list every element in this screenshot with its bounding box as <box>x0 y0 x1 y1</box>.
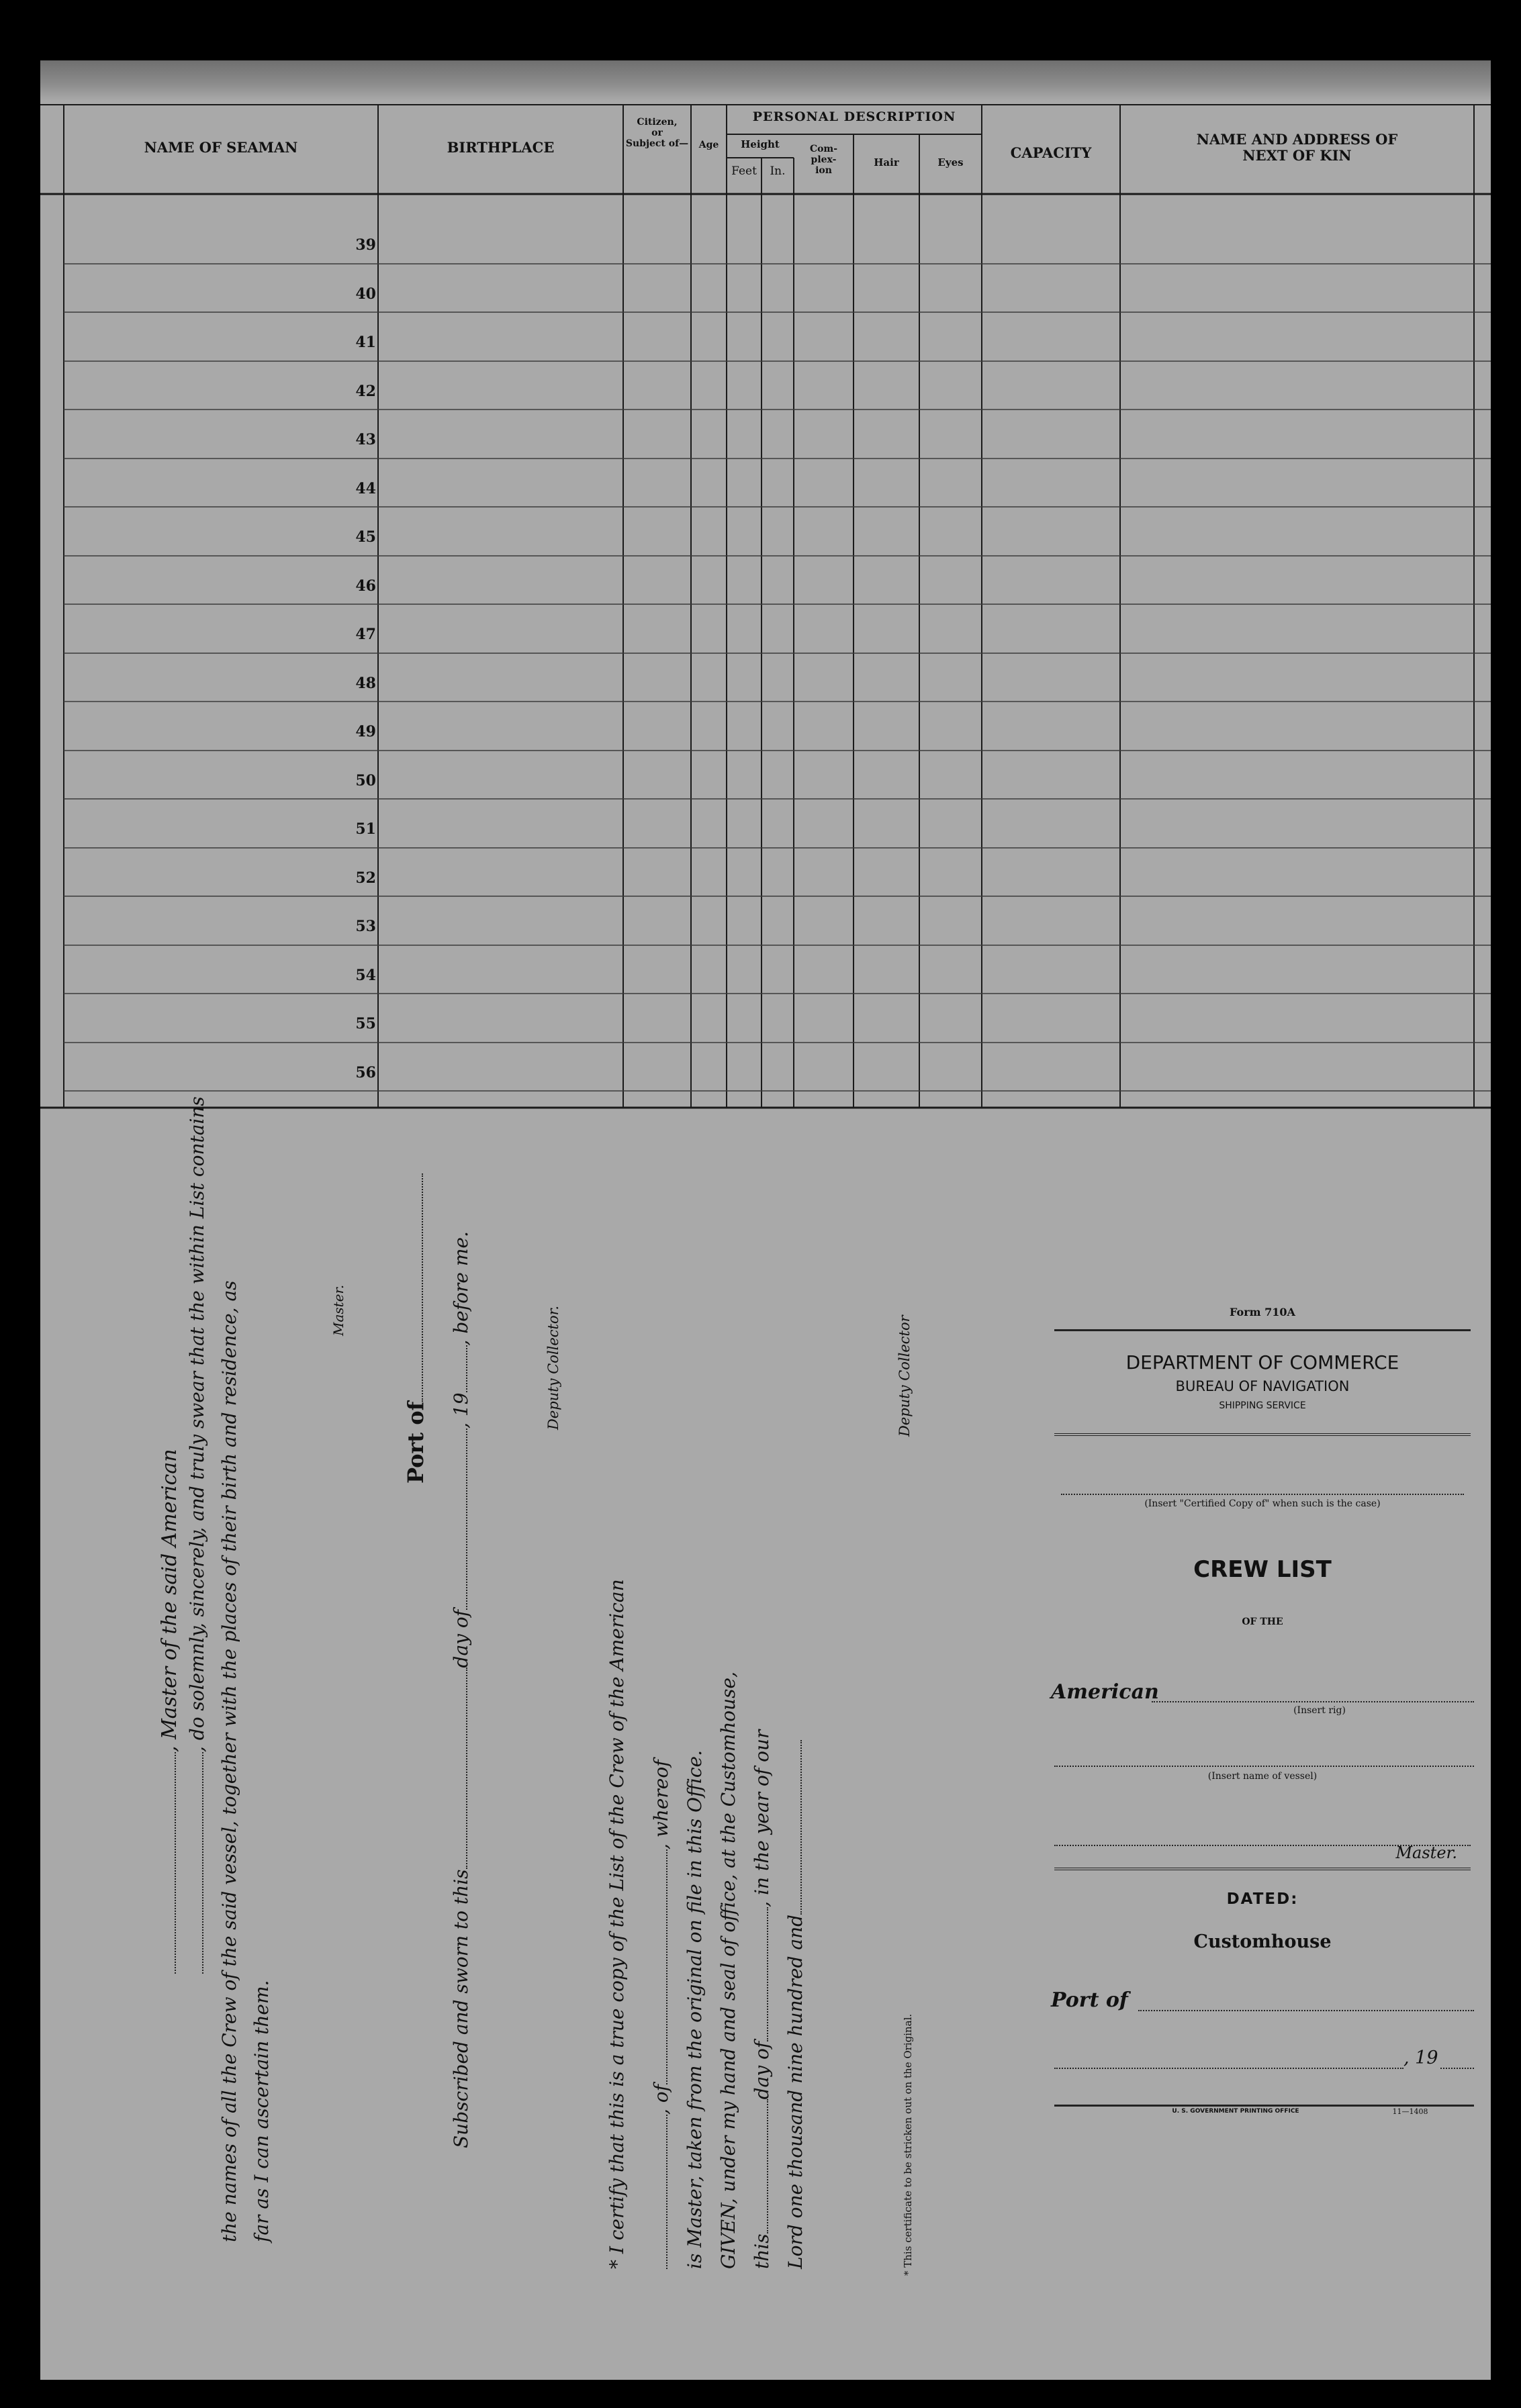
oath-blank-2 <box>202 1752 203 1974</box>
cert-day-of: day of <box>751 2041 773 2100</box>
deputy-collector-2: Deputy Collector <box>896 1315 913 1437</box>
row-number: 51 <box>355 820 376 838</box>
oath-line-4: far as I can ascertain them. <box>250 1980 273 2242</box>
col-header-age: Age <box>698 140 719 150</box>
col-header-capacity: CAPACITY <box>1010 144 1092 161</box>
crew-list-title: CREW LIST <box>1193 1556 1332 1583</box>
port-of-label <box>403 1173 428 1484</box>
col-header-complexion-line2: plex- <box>811 154 837 166</box>
port-of-blank <box>422 1173 423 1402</box>
year-blank <box>1440 2068 1474 2069</box>
printing-office: U. S. GOVERNMENT PRINTING OFFICE <box>1172 2108 1299 2115</box>
col-header-citizen-line1: Citizen, <box>637 117 678 128</box>
subscribed-year: , 19 <box>450 1392 472 1429</box>
row-number: 44 <box>355 480 376 497</box>
cert-blank-4 <box>767 1907 768 2041</box>
of-the-label: OF THE <box>1242 1617 1283 1627</box>
form-number: Form 710A <box>1230 1306 1295 1318</box>
row-number: 55 <box>355 1015 376 1032</box>
port-of-cover: Port of <box>1051 1988 1128 2012</box>
col-header-name: NAME OF SEAMAN <box>144 139 298 156</box>
certified-copy-note: (Insert "Certified Copy of" when such is the case) <box>1144 1498 1381 1509</box>
cover-rule-2 <box>1054 1433 1471 1436</box>
cert-blank-3 <box>767 2099 768 2233</box>
row-number: 54 <box>355 967 376 984</box>
oath-blank-1 <box>175 1752 176 1974</box>
master-label: Master. <box>1395 1843 1457 1862</box>
row-number: 52 <box>355 869 376 887</box>
cert-blank-2 <box>666 1849 667 2084</box>
insert-vessel-note: (Insert name of vessel) <box>1207 1771 1318 1782</box>
cert-blank-5 <box>800 1740 802 1915</box>
row-number: 43 <box>355 431 376 448</box>
bureau-title: BUREAU OF NAVIGATION <box>1175 1378 1350 1394</box>
cert-given-line: GIVEN, under my hand and seal of office, at the Customhouse, <box>717 1671 739 2269</box>
cert-this-line <box>751 1730 773 2269</box>
col-header-citizen <box>623 117 691 149</box>
cert-whereof: , whereof <box>650 1760 672 1849</box>
row-number: 48 <box>355 675 376 692</box>
col-header-citizen-line3: Subject of— <box>625 138 689 150</box>
year-prefix: , 19 <box>1403 2048 1438 2068</box>
col-header-eyes: Eyes <box>937 156 964 168</box>
row-number: 49 <box>355 723 376 740</box>
row-number: 41 <box>355 334 376 351</box>
col-header-complexion-line1: Com- <box>809 144 838 154</box>
oath-line-1-text: , Master of the said American <box>158 1449 181 1752</box>
insert-rig-note: (Insert rig) <box>1293 1705 1346 1716</box>
col-header-personal-description: PERSONAL DESCRIPTION <box>752 109 956 124</box>
row-number: 56 <box>355 1064 376 1081</box>
subscribed-line <box>450 1231 472 2148</box>
port-of-text: Port of <box>403 1401 428 1484</box>
row-number: 53 <box>355 918 376 935</box>
subscribed-blank <box>466 1668 467 1869</box>
col-header-birthplace: BIRTHPLACE <box>447 139 555 156</box>
row-number: 40 <box>355 285 376 303</box>
cert-this: this <box>751 2233 773 2269</box>
cert-lord-line <box>784 1740 806 2269</box>
customhouse-label: Customhouse <box>1193 1931 1332 1952</box>
certified-copy-blank <box>1061 1494 1464 1495</box>
department-title: DEPARTMENT OF COMMERCE <box>1125 1351 1399 1374</box>
subscribed-blank-3 <box>466 1345 467 1392</box>
cert-footnote: * This certificate to be stricken out on the Original. <box>902 2013 914 2276</box>
subscribed-blank-2 <box>466 1429 467 1610</box>
port-blank <box>1138 2010 1474 2011</box>
cert-lord: Lord one thousand nine hundred and <box>784 1914 806 2269</box>
date-blank <box>1054 2068 1403 2069</box>
american-label: American <box>1051 1680 1159 1704</box>
subscribed-day: day of <box>450 1609 472 1668</box>
oath-line-2 <box>186 1096 208 1974</box>
subscribed-before: , before me. <box>450 1231 472 1346</box>
col-header-inches: In. <box>770 164 786 178</box>
col-header-complexion <box>794 144 854 176</box>
col-header-next-of-kin-line1: NAME AND ADDRESS OF <box>1196 131 1398 148</box>
cert-of: , of <box>650 2084 672 2115</box>
col-header-next-of-kin <box>1120 132 1474 164</box>
rig-blank <box>1152 1701 1474 1702</box>
cert-of-line <box>650 1760 672 2269</box>
col-header-height: Height <box>741 138 780 150</box>
dated-label: DATED: <box>1226 1890 1299 1908</box>
cover-rule-4 <box>1054 2105 1474 2107</box>
col-header-hair: Hair <box>874 156 899 168</box>
oath-line-2-text: , do solemnly, sincerely, and truly swear that the within List contains <box>186 1096 208 1752</box>
service-title: SHIPPING SERVICE <box>1219 1400 1306 1411</box>
cover-rule-1 <box>1054 1329 1471 1331</box>
vessel-blank <box>1054 1766 1474 1767</box>
cert-blank-1 <box>666 2115 667 2269</box>
col-header-citizen-line2: or <box>651 128 663 139</box>
crew-list-sheet <box>40 60 1491 2380</box>
print-code: 11—1408 <box>1392 2107 1428 2116</box>
row-number: 42 <box>355 383 376 400</box>
oath-line-3: the names of all the Crew of the said vessel, together with the places of their birth and residence, as <box>218 1280 240 2242</box>
row-number: 50 <box>355 772 376 789</box>
deputy-collector-1: Deputy Collector. <box>545 1305 561 1430</box>
cover-rule-3 <box>1054 1868 1471 1870</box>
col-header-complexion-line3: ion <box>815 165 832 177</box>
cert-master-line: is Master, taken from the original on file in this Office. <box>684 1750 706 2269</box>
oath-line-1 <box>158 1449 181 1974</box>
row-number: 47 <box>355 626 376 643</box>
oath-master-label: Master. <box>330 1284 347 1336</box>
row-number: 46 <box>355 577 376 595</box>
subscribed-text: Subscribed and sworn to this <box>450 1869 472 2148</box>
col-header-feet: Feet <box>731 164 757 178</box>
row-number: 45 <box>355 528 376 546</box>
row-number: 39 <box>355 236 376 254</box>
cert-year: , in the year of our <box>751 1729 773 1907</box>
col-header-next-of-kin-line2: NEXT OF KIN <box>1242 147 1352 164</box>
certify-line: * I certify that this is a true copy of the List of the Crew of the American <box>606 1579 628 2269</box>
